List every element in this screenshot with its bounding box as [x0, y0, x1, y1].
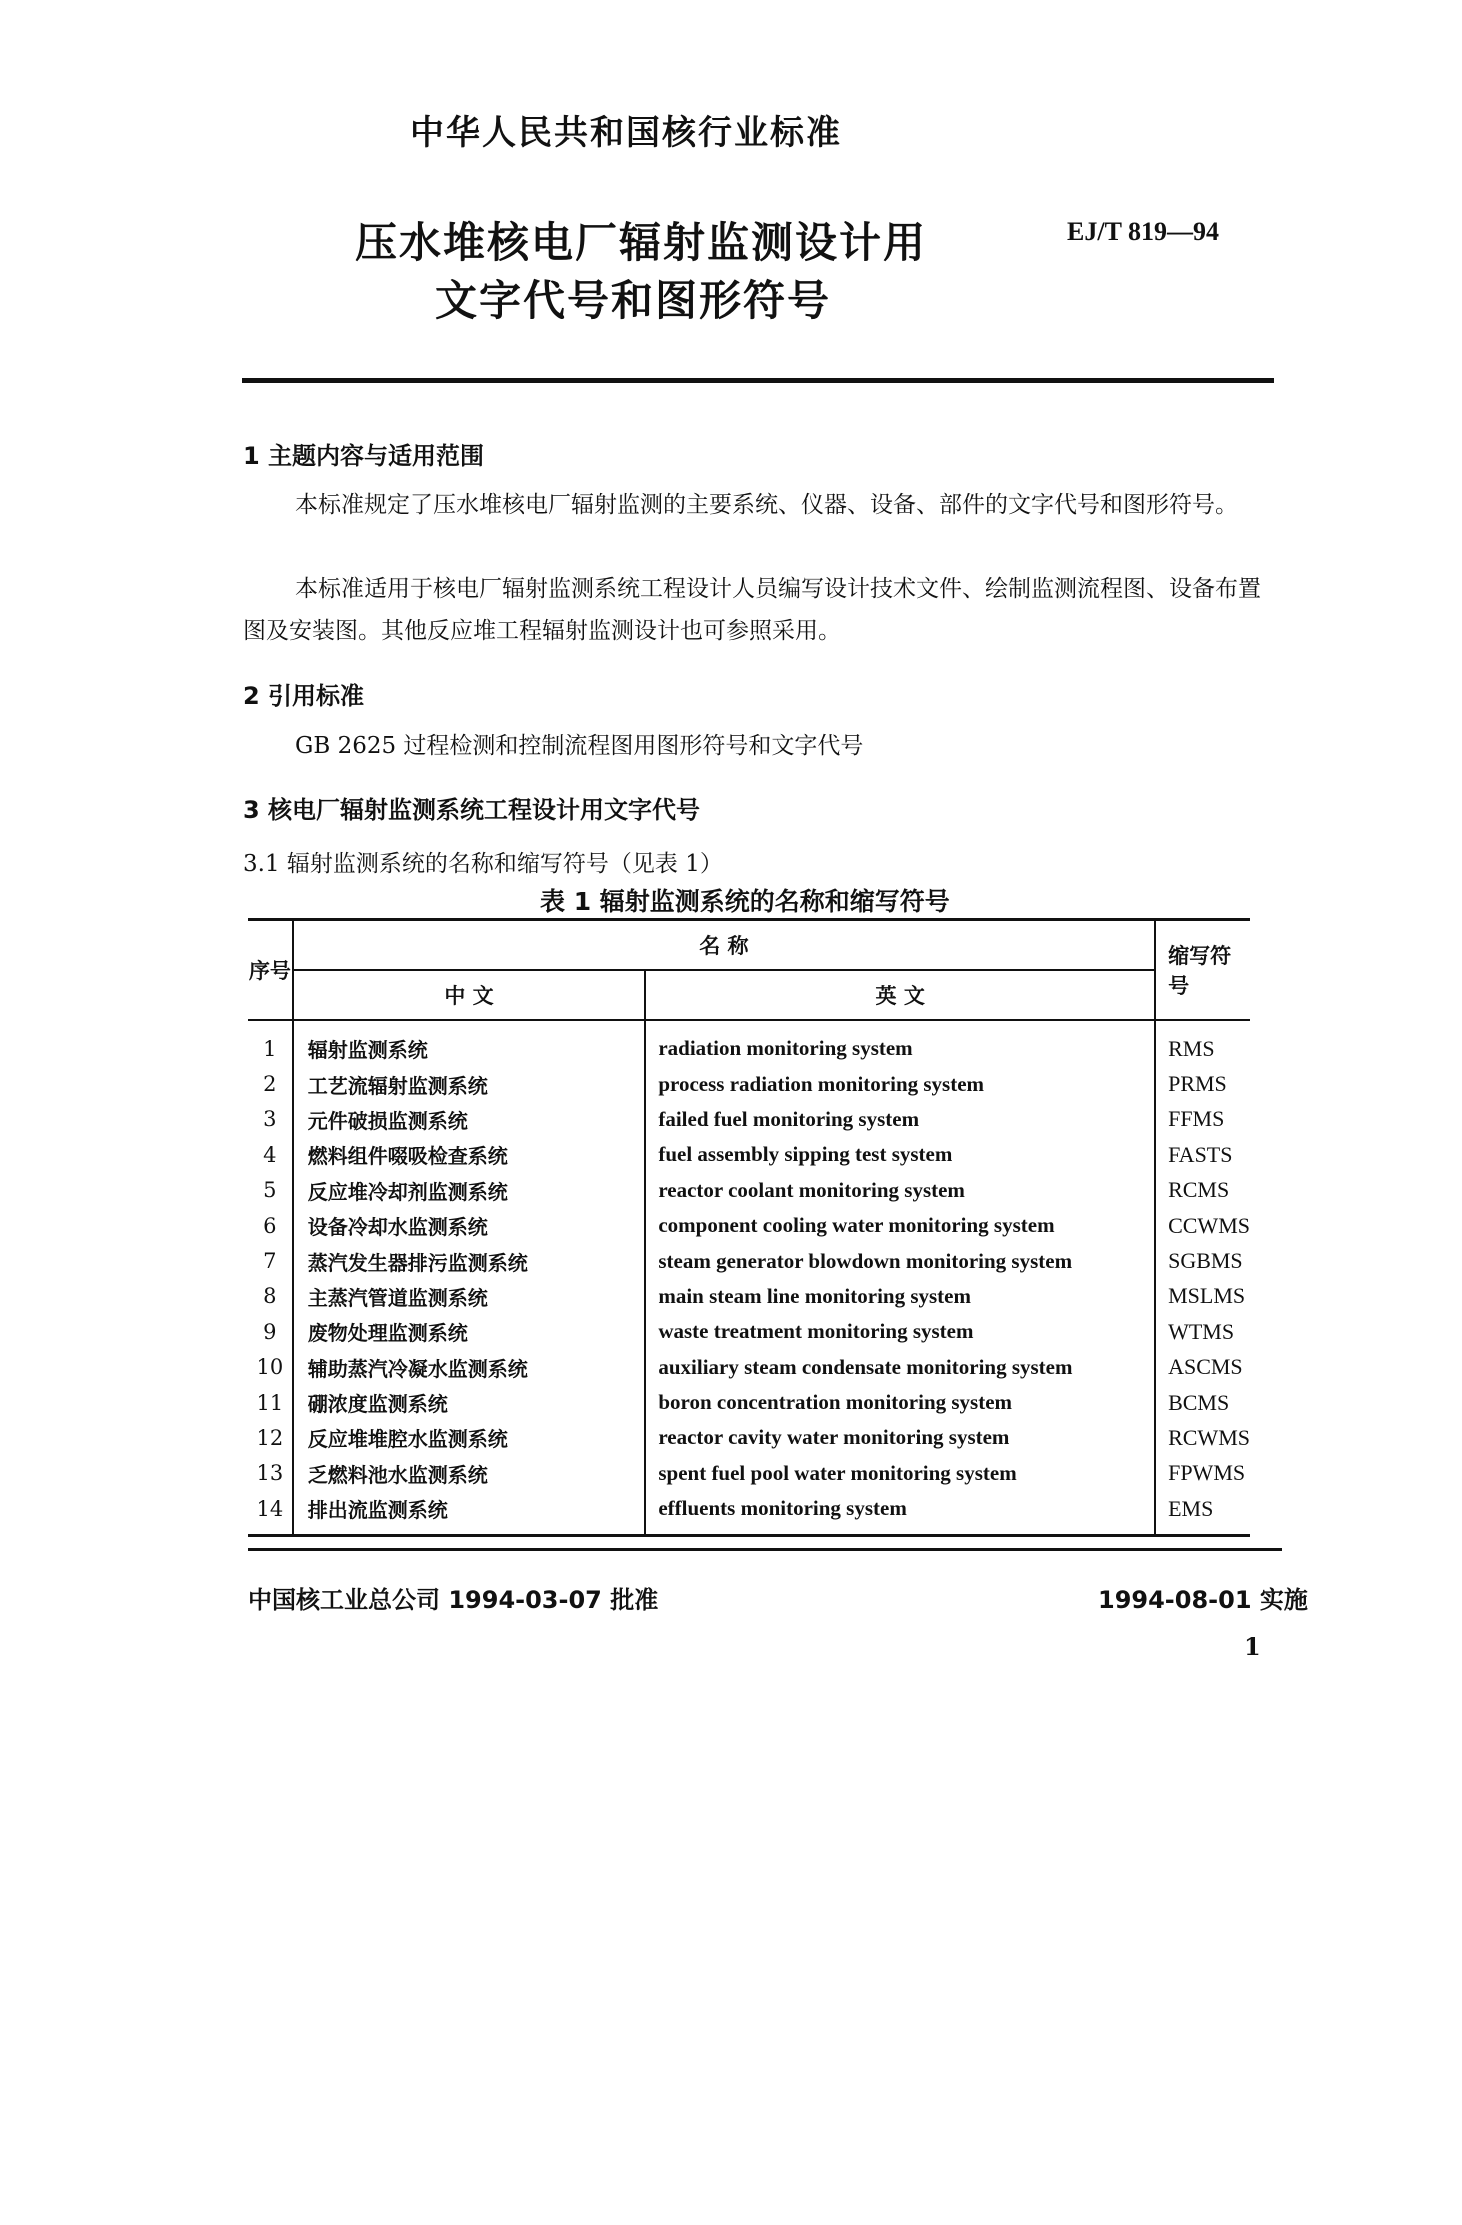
row-chinese-name: 反应堆冷却剂监测系统	[293, 1173, 646, 1208]
row-english-name: radiation monitoring system	[645, 1020, 1155, 1066]
row-seq: 2	[263, 1072, 277, 1097]
row-seq: 1	[263, 1036, 277, 1061]
row-abbreviation: WTMS	[1155, 1314, 1250, 1349]
section-3-heading: 3 核电厂辐射监测系统工程设计用文字代号	[243, 796, 701, 824]
row-english-name: reactor cavity water monitoring system	[645, 1420, 1155, 1455]
document-title-line-2: 文字代号和图形符号	[435, 276, 832, 325]
row-english-name: component cooling water monitoring system	[645, 1208, 1155, 1243]
row-abbreviation: SGBMS	[1155, 1243, 1250, 1278]
table-caption: 表 1 辐射监测系统的名称和缩写符号	[540, 887, 950, 916]
table-row	[248, 1279, 1250, 1314]
row-seq: 11	[256, 1390, 284, 1415]
header-chinese: 中 文	[293, 970, 646, 1020]
table-row	[248, 1173, 1250, 1208]
row-abbreviation: RMS	[1155, 1020, 1250, 1066]
table-row	[248, 1456, 1250, 1491]
row-abbreviation: CCWMS	[1155, 1208, 1250, 1243]
table-row	[248, 1420, 1250, 1455]
row-chinese-name: 废物处理监测系统	[293, 1314, 646, 1349]
row-english-name: failed fuel monitoring system	[645, 1102, 1155, 1137]
row-abbreviation: RCWMS	[1155, 1420, 1250, 1455]
row-seq: 7	[263, 1249, 277, 1274]
row-english-name: boron concentration monitoring system	[645, 1385, 1155, 1420]
row-seq: 14	[256, 1496, 284, 1521]
document-title-line-1: 压水堆核电厂辐射监测设计用	[355, 218, 928, 267]
header-abbr: 缩写符号	[1155, 920, 1250, 1021]
section-1-heading: 1 主题内容与适用范围	[243, 442, 485, 470]
table-row	[248, 1066, 1250, 1101]
row-chinese-name: 反应堆堆腔水监测系统	[293, 1420, 646, 1455]
top-heading: 中华人民共和国核行业标准	[410, 113, 842, 153]
reference-standard: GB 2625 过程检测和控制流程图用图形符号和文字代号	[295, 733, 864, 759]
row-seq: 8	[263, 1284, 277, 1309]
header-name: 名 称	[293, 920, 1155, 971]
row-seq: 6	[263, 1213, 277, 1238]
row-abbreviation: FPWMS	[1155, 1456, 1250, 1491]
row-english-name: process radiation monitoring system	[645, 1066, 1155, 1101]
row-abbreviation: FFMS	[1155, 1102, 1250, 1137]
row-seq: 3	[263, 1107, 277, 1132]
section-1-paragraph-1: 本标准规定了压水堆核电厂辐射监测的主要系统、仪器、设备、部件的文字代号和图形符号。	[295, 492, 1238, 518]
system-abbreviation-table	[248, 918, 1250, 1537]
row-seq: 12	[256, 1425, 284, 1450]
table-row	[248, 1208, 1250, 1243]
row-english-name: spent fuel pool water monitoring system	[645, 1456, 1155, 1491]
row-chinese-name: 乏燃料池水监测系统	[293, 1456, 646, 1491]
row-english-name: auxiliary steam condensate monitoring system	[645, 1350, 1155, 1385]
header-english: 英 文	[645, 970, 1155, 1020]
header-seq: 序号	[248, 920, 293, 1021]
page-number: 1	[1244, 1632, 1261, 1661]
section-3-1-heading: 3.1 辐射监测系统的名称和缩写符号（见表 1）	[243, 851, 723, 877]
row-english-name: fuel assembly sipping test system	[645, 1137, 1155, 1172]
row-abbreviation: RCMS	[1155, 1173, 1250, 1208]
row-abbreviation: BCMS	[1155, 1385, 1250, 1420]
implementation-date: 1994-08-01 实施	[1098, 1586, 1308, 1614]
row-abbreviation: EMS	[1155, 1491, 1250, 1536]
row-seq: 5	[263, 1178, 277, 1203]
footer-divider	[248, 1548, 1282, 1551]
row-seq: 10	[256, 1355, 284, 1380]
table-row	[248, 1491, 1250, 1536]
section-1-paragraph-2: 本标准适用于核电厂辐射监测系统工程设计人员编写设计技术文件、绘制监测流程图、设备布置图及安装图。其他反应堆工程辐射监测设计也可参照采用。	[243, 576, 1261, 644]
table-row	[248, 1385, 1250, 1420]
row-abbreviation: PRMS	[1155, 1066, 1250, 1101]
row-abbreviation: MSLMS	[1155, 1279, 1250, 1314]
section-2-heading: 2 引用标准	[243, 682, 365, 710]
standard-code: EJ/T 819—94	[1067, 217, 1219, 246]
row-english-name: steam generator blowdown monitoring system	[645, 1243, 1155, 1278]
row-chinese-name: 排出流监测系统	[293, 1491, 646, 1536]
row-english-name: waste treatment monitoring system	[645, 1314, 1155, 1349]
row-seq: 4	[263, 1142, 277, 1167]
row-chinese-name: 设备冷却水监测系统	[293, 1208, 646, 1243]
row-abbreviation: ASCMS	[1155, 1350, 1250, 1385]
table-row	[248, 1102, 1250, 1137]
row-seq: 13	[256, 1461, 284, 1486]
row-chinese-name: 主蒸汽管道监测系统	[293, 1279, 646, 1314]
row-english-name: reactor coolant monitoring system	[645, 1173, 1155, 1208]
row-chinese-name: 元件破损监测系统	[293, 1102, 646, 1137]
row-chinese-name: 硼浓度监测系统	[293, 1385, 646, 1420]
title-divider	[242, 378, 1274, 383]
row-chinese-name: 工艺流辐射监测系统	[293, 1066, 646, 1101]
row-english-name: main steam line monitoring system	[645, 1279, 1155, 1314]
approval-note: 中国核工业总公司 1994-03-07 批准	[248, 1586, 659, 1614]
row-english-name: effluents monitoring system	[645, 1491, 1155, 1536]
row-abbreviation: FASTS	[1155, 1137, 1250, 1172]
table-row	[248, 1314, 1250, 1349]
row-chinese-name: 辐射监测系统	[293, 1020, 646, 1066]
table-row	[248, 1243, 1250, 1278]
row-chinese-name: 辅助蒸汽冷凝水监测系统	[293, 1350, 646, 1385]
table-row	[248, 1350, 1250, 1385]
table-row	[248, 1137, 1250, 1172]
row-seq: 9	[263, 1319, 277, 1344]
table-row	[248, 1020, 1250, 1066]
row-chinese-name: 蒸汽发生器排污监测系统	[293, 1243, 646, 1278]
row-chinese-name: 燃料组件啜吸检查系统	[293, 1137, 646, 1172]
